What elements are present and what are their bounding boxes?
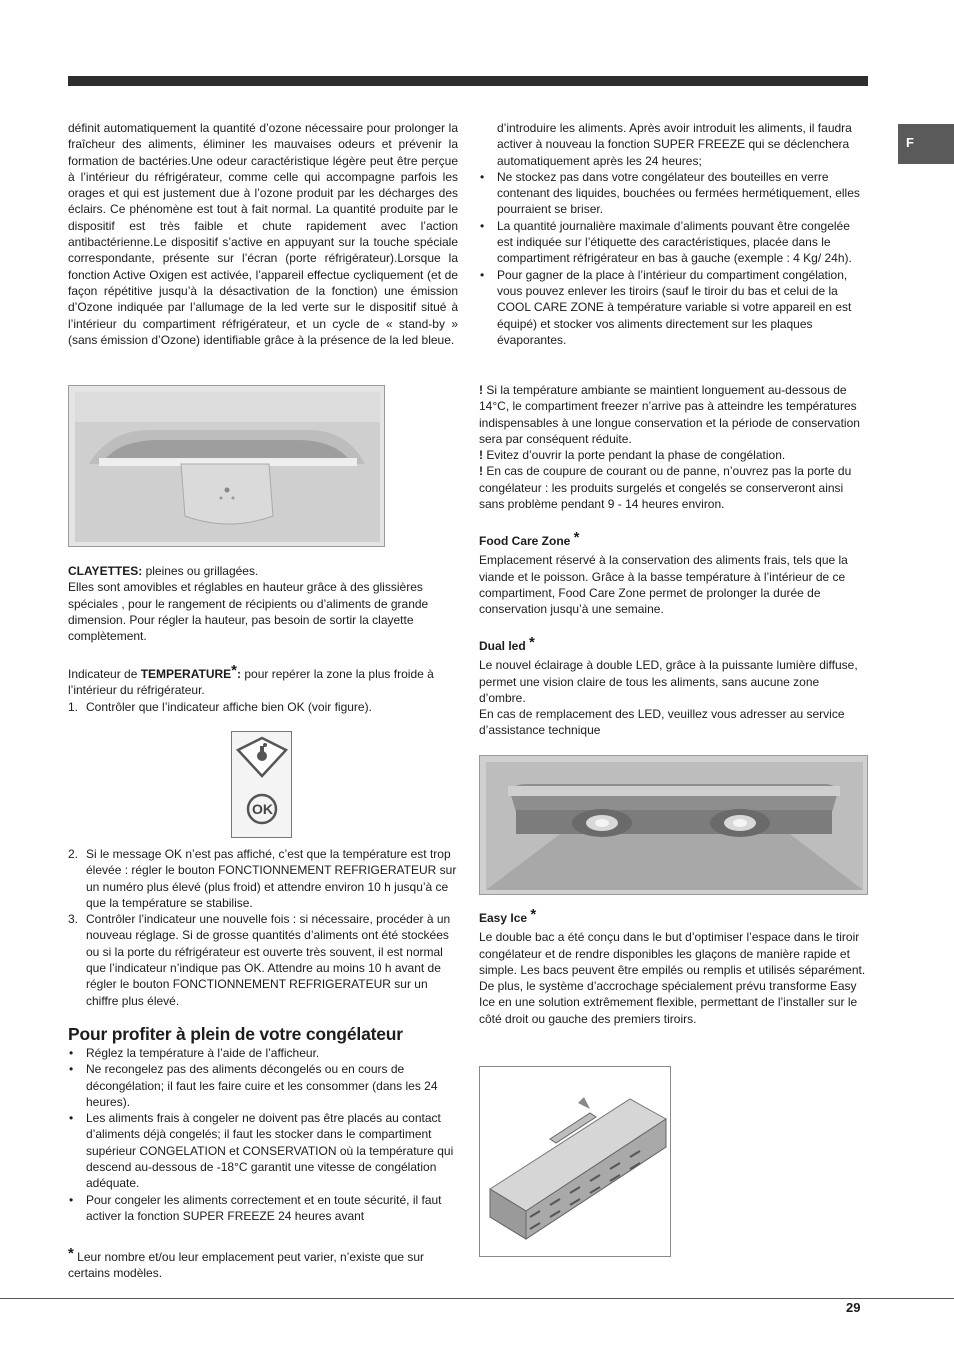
dual-led-title [479, 634, 868, 654]
temperature-section [68, 662, 458, 715]
shelves-line [68, 563, 458, 579]
step-number: 2. [68, 847, 79, 861]
language-tab: F [898, 124, 954, 164]
section-title: Dual led [479, 639, 530, 653]
food-care-zone-title [479, 529, 868, 549]
dual-led-illustration [479, 755, 868, 895]
list-item: • Ne stockez pas dans votre congélateur des bouteilles en verre contenant des liquides, bouchées ou fermées hermétiquement, elles pourraient se briser. [479, 169, 868, 218]
list-item: • Pour congeler les aliments correctement et en toute sécurité, il faut activer la fonction SUPER FREEZE 24 heures avant [68, 1192, 458, 1225]
step-text: Si le message OK n’est pas affiché, c’est que la température est trop élevée : régler le bouton FONCTIONNEMENT REFRIGERATEUR sur un numéro plus élevé (plus froid) et attendre environ 10 h jusqu’à ce que la température se stabilise. [86, 847, 457, 910]
easy-ice-text-2: De plus, le système d’accrochage spécialement prévu transforme Easy Ice en une solution extrêmement flexible, permettant de l’installer sur le côté droit ou gauche des premiers tiroirs. [479, 979, 858, 1026]
easy-ice-text: Le double bac a été conçu dans le but d’optimiser l’espace dans le tiroir congélateur et de rendre disponibles les glaçons de manière rapide et simple. Les bacs peuvent être empilés ou remplis et utilisés séparément. [479, 930, 866, 977]
warning-text: Si la température ambiante se maintient longuement au-dessous de 14°C, le compartiment freezer n’arrive pas à atteindre les températures indispensables à une longue conservation et la période de conservation sera par conséquent réduite. [479, 383, 860, 446]
shelves-label: CLAYETTES: [68, 564, 143, 578]
footnote-text [68, 1245, 458, 1282]
temperature-steps-continued [68, 846, 458, 1009]
easy-ice-illustration [479, 1066, 671, 1257]
ozone-device-illustration [68, 385, 385, 547]
ok-label: OK [252, 801, 273, 817]
left-column [68, 120, 458, 348]
footnote-body: Leur nombre et/ou leur emplacement peut varier, n’existe que sur certains modèles. [68, 1250, 425, 1281]
step-item [68, 846, 458, 911]
temperature-colon: : [237, 667, 242, 681]
list-item: • La quantité journalière maximale d’aliments pouvant être congelée est indiquée sur l’étiquette des caractéristiques, placée dans le compartiment réfrigérateur en bas à gauche (exemple : 4 Kg/ 24h). [479, 218, 868, 267]
shelves-text: Elles sont amovibles et réglables en hauteur grâce à des glissières spéciales , pour le rangement de récipients ou d’aliments de grande dimension. Pour régler la hauteur, pas besoin de sortir la clayette complètement. [68, 580, 429, 644]
freezer-heading: Pour profiter à plein de votre congélateur [68, 1024, 403, 1044]
continuation-text: d’introduire les aliments. Après avoir introduit les aliments, il faudra activer à nouveau la fonction SUPER FREEZE qui se déclenchera automatiquement après les 24 heures; [497, 121, 852, 168]
temperature-suffix: pour repérer la zone la plus froide à l’intérieur du réfrigérateur. [68, 667, 434, 698]
footer-rule [0, 1298, 954, 1299]
warning-icon: ! [479, 464, 483, 479]
temperature-prefix: Indicateur de [68, 667, 141, 681]
food-care-zone-section [479, 529, 868, 617]
temperature-steps [68, 699, 458, 715]
shelves-section [68, 563, 458, 644]
shelves-inline: pleines ou grillagées. [142, 564, 259, 578]
warning-icon: ! [479, 448, 483, 463]
list-item: • Réglez la température à l’aide de l’afficheur. [68, 1045, 458, 1061]
step-text: Contrôler que l’indicateur affiche bien OK (voir figure). [86, 699, 372, 714]
section-title: Food Care Zone [479, 534, 574, 548]
list-item: • Les aliments frais à congeler ne doivent pas être placés au contact d’aliments déjà congelés; il faut les stocker dans le compartiment supérieur CONGELATION et CONSERVATION où la température qui descend au-dessous de -18°C garantit une vitesse de congélation adéquate. [68, 1110, 458, 1191]
step-item [68, 911, 458, 1009]
warning-2 [479, 447, 868, 463]
step-item [68, 699, 458, 715]
page-number: 29 [846, 1300, 861, 1315]
warnings [479, 382, 868, 512]
step-number: 3. [68, 912, 79, 927]
freezer-bullets-continued [479, 120, 868, 348]
temperature-label: TEMPERATURE [140, 667, 232, 681]
dual-led-text-2: En cas de remplacement des LED, veuillez vous adresser au service d’assistance technique [479, 707, 845, 738]
temperature-intro [68, 662, 458, 699]
step-text: Contrôler l’indicateur une nouvelle fois : si nécessaire, procéder à un nouveau réglage. Si de grosse quantités d’aliments ont été stockées ou si la porte du réfrigérateur est ouverte très souvent, il est normal que l’indicateur n’indique pas OK. Attendre au moins 10 h avant de régler le bouton FONCTIONNEMENT REFRIGERATEUR sur un chiffre plus élevé. [86, 912, 451, 1008]
section-title: Easy Ice [479, 911, 531, 925]
warning-text: En cas de coupure de courant ou de panne, n’ouvrez pas la porte du congélateur : les produits surgelés et congelés se conserveront ainsi sans problème pendant 9 - 14 heures environ. [479, 464, 852, 512]
ozone-intro-paragraph: définit automatiquement la quantité d’ozone nécessaire pour prolonger la fraîcheur des aliments, éliminer les mauvaises odeurs et prévenir la formation de bactéries.Une odeur caractéristique légère peut être perçue à l’intérieur du réfrigérateur, comme celle qui accompagne parfois les orages et qui est justement due à l’ozone produit par les décharges des éclairs. Ce phénomène est tout à fait normal. La quantité produite par le dispositif est très faible et chute rapidement avec l’action antibactérienne.Le dispositif s’active en appuyant sur la touche spéciale correspondante, présente sur l’écran (porte réfrigérateur).Lorsque la fonction Active Oxigen est activée, l’appareil effectue cycliquement (et de façon répétitive jusqu’à la désactivation de la fonction) une émission d’Ozone indiquée par l’allumage de la led verte sur le dispositif situé à l’intérieur du compartiment réfrigérateur, et un cycle de « stand-by » (sans émission d’Ozone) identifiable grâce à la présence de la led bleue. [68, 121, 458, 347]
asterisk-icon: * [573, 529, 580, 546]
freezer-bullets [68, 1045, 458, 1224]
right-column [479, 120, 868, 348]
footnote [68, 1245, 458, 1282]
asterisk-icon: * [530, 906, 537, 923]
list-item: • Ne recongelez pas des aliments décongelés ou en cours de décongélation; il faut les faire cuire et les consommer (dans les 24 heures). [68, 1061, 458, 1110]
temperature-indicator-illustration [231, 731, 292, 838]
list-item-continuation [479, 120, 868, 169]
warning-text: Evitez d’ouvrir la porte pendant la phase de congélation. [483, 448, 786, 463]
list-item: • Pour gagner de la place à l’intérieur du compartiment congélation, vous pouvez enlever les tiroirs (sauf le tiroir du bas et celui de la COOL CARE ZONE à température variable si votre appareil en est équipé) et stocker vos aliments directement sur les plaques évaporantes. [479, 267, 868, 348]
easy-ice-section [479, 906, 868, 1027]
warning-1 [479, 382, 868, 447]
easy-ice-title [479, 906, 868, 926]
warning-icon: ! [479, 383, 483, 397]
asterisk-icon: * [529, 634, 535, 651]
asterisk-icon: * [68, 1245, 74, 1262]
step-number: 1. [68, 699, 79, 714]
freezer-section [68, 1024, 458, 1224]
food-care-zone-text: Emplacement réservé à la conservation des aliments frais, tels que la viande et le poisson. Grâce à la basse température à l’intérieur de ce compartiment, Food Care Zone permet de prolonger la durée de conservation jusqu’à une semaine. [479, 553, 848, 617]
warning-3 [479, 463, 868, 512]
header-rule [68, 76, 868, 86]
asterisk-icon: * [231, 662, 238, 679]
dual-led-section [479, 634, 868, 739]
dual-led-text: Le nouvel éclairage à double LED, grâce à la puissante lumière diffuse, permet une vision claire de tous les aliments, sans aucune zone d’ombre. [479, 658, 858, 705]
